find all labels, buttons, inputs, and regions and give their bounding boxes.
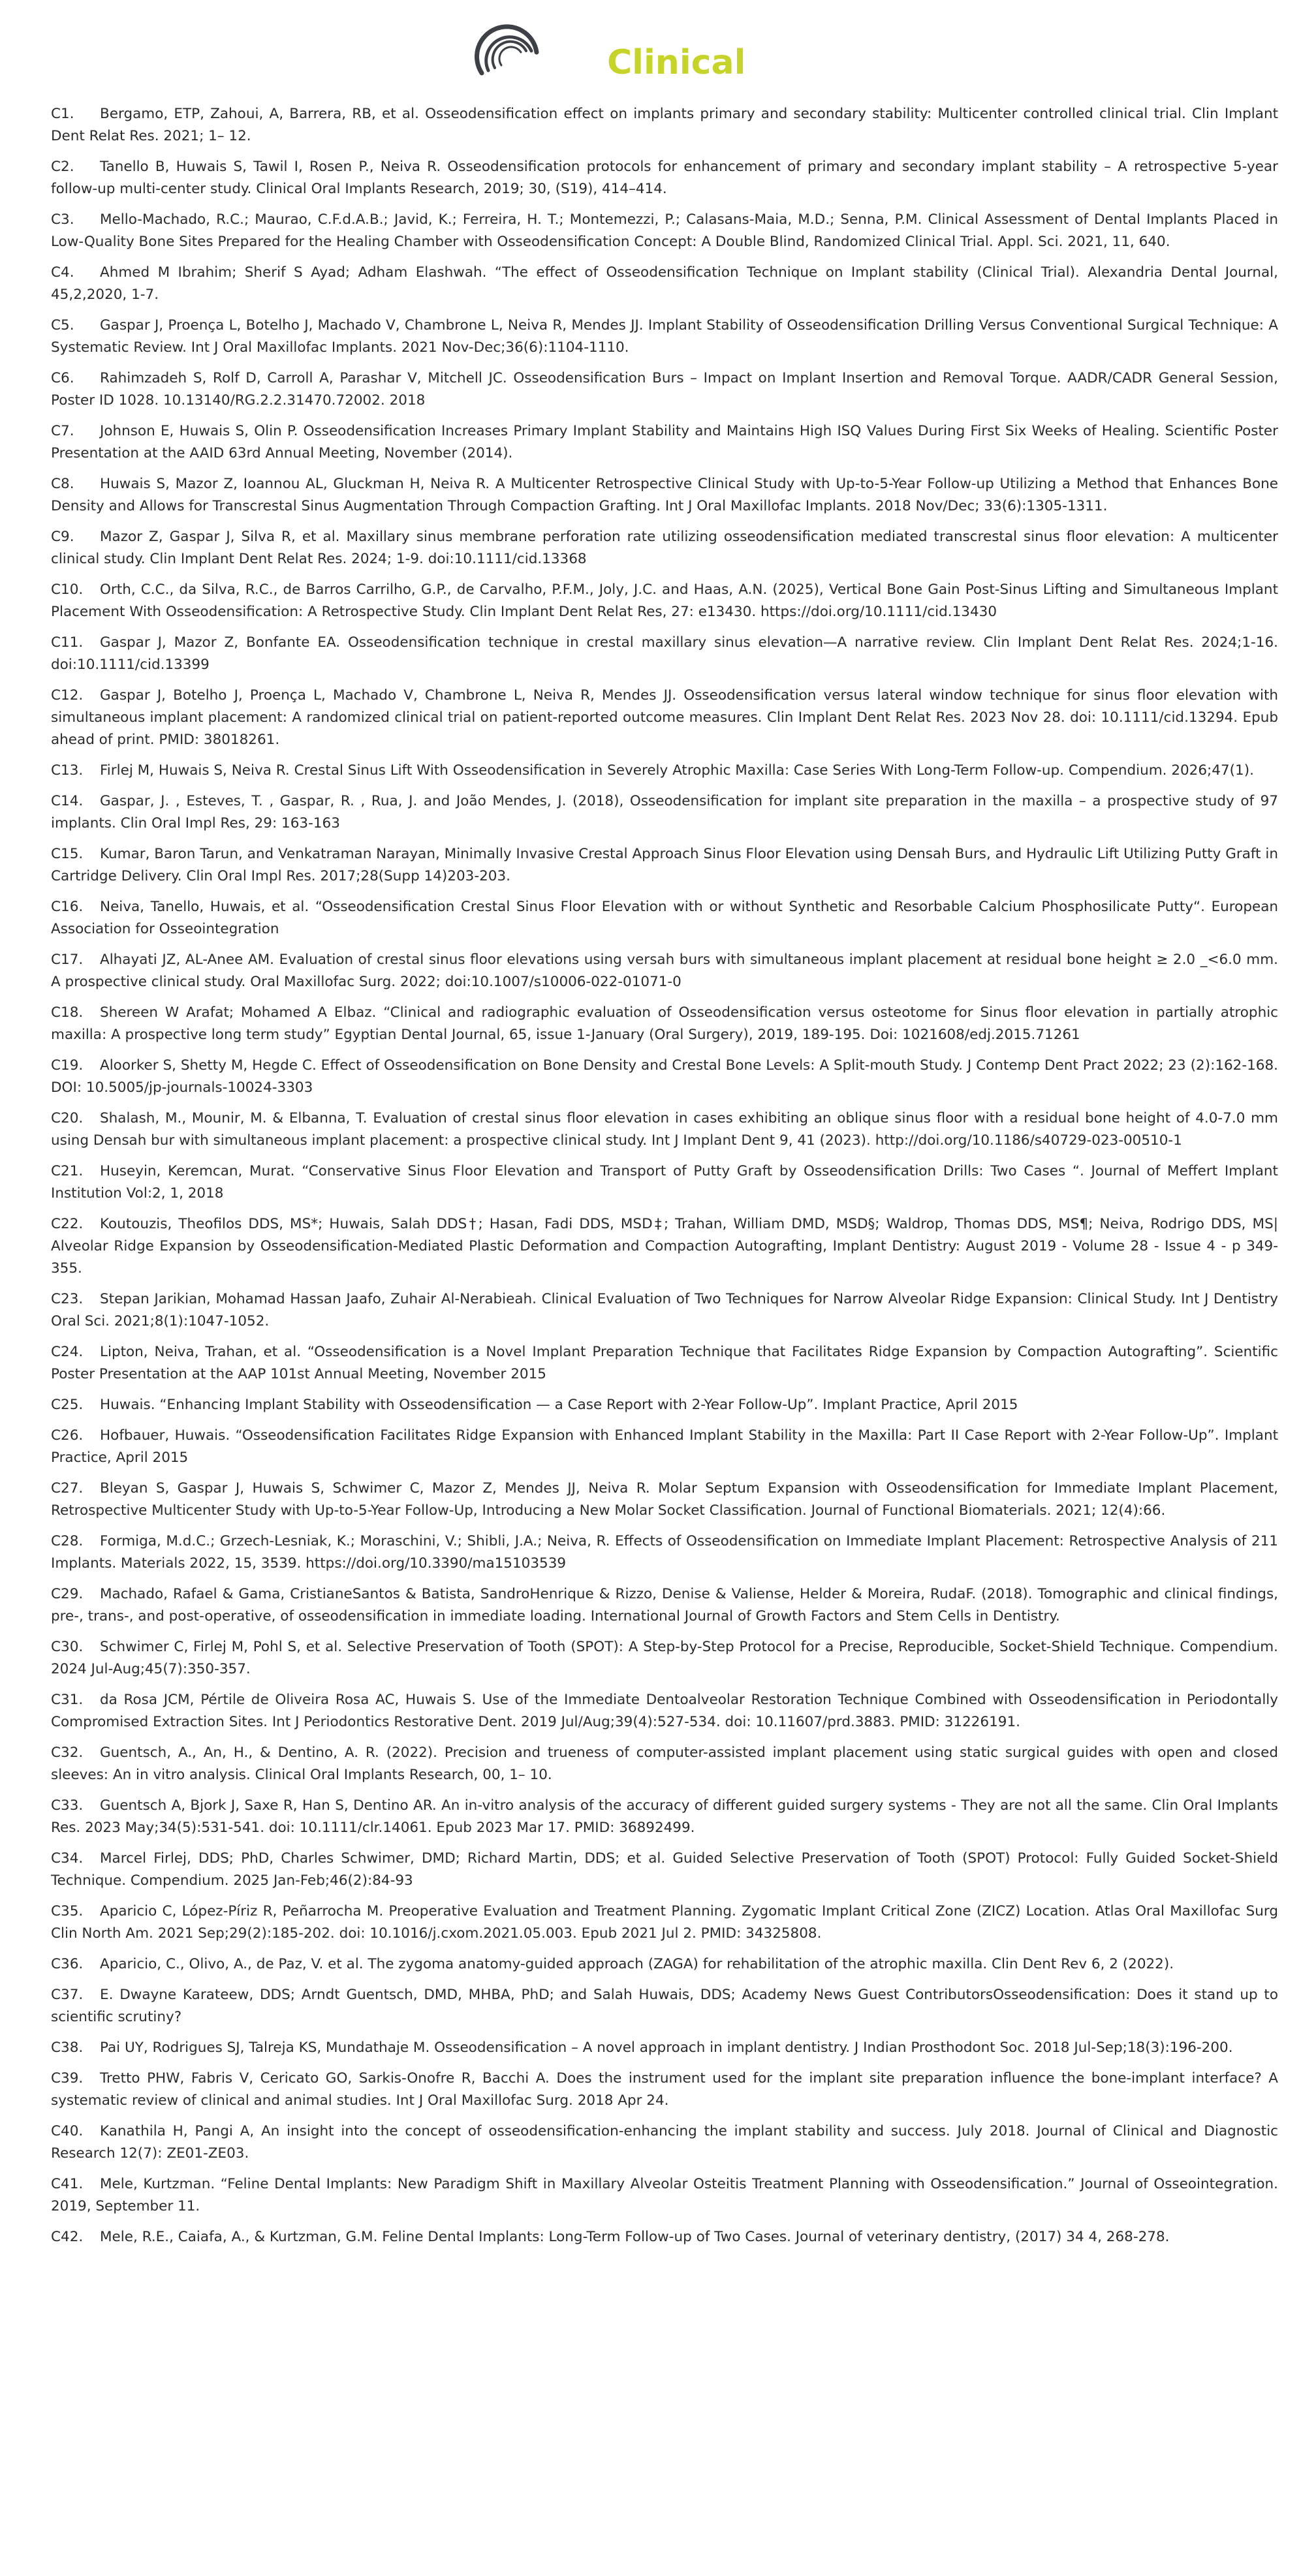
reference-text: Neiva, Tanello, Huwais, et al. “Osseodensification Crestal Sinus Floor Elevation with or without Synthetic and Resorbable Calcium Phosphosilicate Putty“. European Association for Osseointegration <box>51 899 1278 937</box>
reference-item <box>51 1108 1278 1152</box>
reference-item <box>51 896 1278 940</box>
reference-item <box>51 1055 1278 1099</box>
reference-text: Koutouzis, Theofilos DDS, MS*; Huwais, Salah DDS†; Hasan, Fadi DDS, MSD‡; Trahan, William DMD, MSD§; Waldrop, Thomas DDS, MS¶; Neiva, Rodrigo DDS, MS| Alveolar Ridge Expansion by Osseodensification-Mediated Plastic Deformation and Compaction Autografting, Implant Dentistry: August 2019 - Volume 28 - Issue 4 - p 349-355. <box>51 1216 1278 1277</box>
reference-item <box>51 1848 1278 1892</box>
reference-number: C33. <box>51 1797 84 1814</box>
reference-number: C34. <box>51 1850 84 1867</box>
reference-text: Orth, C.C., da Silva, R.C., de Barros Carrilho, G.P., de Carvalho, P.F.M., Joly, J.C. and Haas, A.N. (2025), Vertical Bone Gain Post-Sinus Lifting and Simultaneous Implant Placement With Osseodensification: A Retrospective Study. Clin Implant Dent Relat Res, 27: e13430. https://doi.org/10.1111/cid.13430 <box>51 582 1278 620</box>
reference-number: C6. <box>51 370 74 386</box>
reference-text: Shalash, M., Mounir, M. & Elbanna, T. Evaluation of crestal sinus floor elevation in cases exhibiting an oblique sinus floor with a residual bone height of 4.0-7.0 mm using Densah bur with simultaneous implant placement: a prospective clinical study. Int J Implant Dent 9, 41 (2023). http://doi.org/10.1186/s40729-023-00510-1 <box>51 1110 1278 1149</box>
reference-item <box>51 473 1278 518</box>
reference-item <box>51 2226 1278 2248</box>
reference-number: C35. <box>51 1903 84 1919</box>
reference-number: C25. <box>51 1397 84 1413</box>
reference-text: Mello-Machado, R.C.; Maurao, C.F.d.A.B.; Javid, K.; Ferreira, H. T.; Montemezzi, P.; Calasans-Maia, M.D.; Senna, P.M. Clinical Assessment of Dental Implants Placed in Low-Quality Bone Sites Prepared for the Healing Chamber with Osseodensification Concept: A Double Blind, Randomized Clinical Trial. Appl. Sci. 2021, 11, 640. <box>51 211 1278 250</box>
reference-item <box>51 1901 1278 1945</box>
reference-text: Formiga, M.d.C.; Grzech-Lesniak, K.; Moraschini, V.; Shibli, J.A.; Neiva, R. Effects of Osseodensification on Immediate Implant Placement: Retrospective Analysis of 211 Implants. Materials 2022, 15, 3539. https://doi.org/10.3390/ma15103539 <box>51 1533 1278 1572</box>
reference-text: E. Dwayne Karateew, DDS; Arndt Guentsch, DMD, MHBA, PhD; and Salah Huwais, DDS; Academy News Guest ContributorsOsseodensification: Does it stand up to scientific scrutiny? <box>51 1987 1278 2025</box>
reference-text: Mele, Kurtzman. “Feline Dental Implants: New Paradigm Shift in Maxillary Alveolar Osteitis Treatment Planning with Osseodensification.” Journal of Osseointegration. 2019, September 11. <box>51 2176 1278 2214</box>
reference-item <box>51 1583 1278 1628</box>
reference-item <box>51 2120 1278 2165</box>
reference-list <box>51 103 1278 2257</box>
reference-item <box>51 1341 1278 1386</box>
reference-number: C11. <box>51 634 84 651</box>
reference-text: Kanathila H, Pangi A, An insight into the concept of osseodensification-enhancing the implant stability and success. July 2018. Journal of Clinical and Diagnostic Research 12(7): ZE01-ZE03. <box>51 2123 1278 2162</box>
reference-text: Guentsch A, Bjork J, Saxe R, Han S, Dentino AR. An in-vitro analysis of the accuracy of different guided surgery systems - They are not all the same. Clin Oral Implants Res. 2023 May;34(5):531-541. doi: 10.1111/clr.14061. Epub 2023 Mar 17. PMID: 36892499. <box>51 1797 1278 1836</box>
reference-number: C22. <box>51 1216 84 1232</box>
reference-number: C39. <box>51 2070 84 2087</box>
reference-text: Hofbauer, Huwais. “Osseodensification Facilitates Ridge Expansion with Enhanced Implant Stability in the Maxilla: Part II Case Report with 2-Year Follow-Up”. Implant Practice, April 2015 <box>51 1427 1278 1466</box>
reference-item <box>51 1425 1278 1469</box>
reference-item <box>51 103 1278 147</box>
reference-item <box>51 1002 1278 1046</box>
reference-item <box>51 579 1278 623</box>
reference-item <box>51 1213 1278 1280</box>
reference-number: C32. <box>51 1745 84 1761</box>
reference-number: C15. <box>51 846 84 862</box>
reference-item <box>51 1288 1278 1333</box>
reference-text: Lipton, Neiva, Trahan, et al. “Osseodensification is a Novel Implant Preparation Technique that Facilitates Ridge Expansion by Compaction Autografting”. Scientific Poster Presentation at the AAP 101st Annual Meeting, November 2015 <box>51 1344 1278 1382</box>
reference-item <box>51 526 1278 570</box>
reference-number: C17. <box>51 952 84 968</box>
reference-item <box>51 156 1278 200</box>
reference-number: C30. <box>51 1639 84 1655</box>
reference-item <box>51 1795 1278 1839</box>
reference-text: Schwimer C, Firlej M, Pohl S, et al. Selective Preservation of Tooth (SPOT): A Step-by-Step Protocol for a Precise, Reproducible, Socket-Shield Technique. Compendium. 2024 Jul-Aug;45(7):350-357. <box>51 1639 1278 1677</box>
reference-number: C9. <box>51 529 74 545</box>
reference-number: C13. <box>51 762 84 779</box>
reference-number: C14. <box>51 793 84 809</box>
reference-text: Alhayati JZ, AL-Anee AM. Evaluation of crestal sinus floor elevations using versah burs with simultaneous implant placement at residual bone height ≥ 2.0 _<6.0 mm. A prospective clinical study. Oral Maxillofac Surg. 2022; doi:10.1007/s10006-022-01071-0 <box>51 952 1278 990</box>
reference-text: Bleyan S, Gaspar J, Huwais S, Schwimer C, Mazor Z, Mendes JJ, Neiva R. Molar Septum Expansion with Osseodensification for Immediate Implant Placement, Retrospective Multicenter Study with Up-to-5-Year Follow-Up, Introducing a New Molar Socket Classification. Journal of Functional Biomaterials. 2021; 12(4):66. <box>51 1480 1278 1519</box>
reference-item <box>51 1953 1278 1976</box>
reference-text: Aloorker S, Shetty M, Hegde C. Effect of Osseodensification on Bone Density and Crestal Bone Levels: A Split-mouth Study. J Contemp Dent Pract 2022; 23 (2):162-168. DOI: 10.5005/jp-journals-10024-3303 <box>51 1057 1278 1096</box>
reference-number: C37. <box>51 1987 84 2003</box>
reference-text: Pai UY, Rodrigues SJ, Talreja KS, Mundathaje M. Osseodensification – A novel approach in implant dentistry. J Indian Prosthodont Soc. 2018 Jul-Sep;18(3):196-200. <box>100 2040 1233 2056</box>
reference-text: Tanello B, Huwais S, Tawil I, Rosen P., Neiva R. Osseodensification protocols for enhancement of primary and secondary implant stability – A retrospective 5-year follow-up multi-center study. Clinical Oral Implants Research, 2019; 30, (S19), 414–414. <box>51 159 1278 197</box>
reference-text: Rahimzadeh S, Rolf D, Carroll A, Parashar V, Mitchell JC. Osseodensification Burs – Impact on Implant Insertion and Removal Torque. AADR/CADR General Session, Poster ID 1028. 10.13140/RG.2.2.31470.72002. 2018 <box>51 370 1278 409</box>
reference-text: Huwais S, Mazor Z, Ioannou AL, Gluckman H, Neiva R. A Multicenter Retrospective Clinical Study with Up-to-5-Year Follow-up Utilizing a Method that Enhances Bone Density and Allows for Transcrestal Sinus Augmentation Through Compaction Grafting. Int J Oral Maxillofac Implants. 2018 Nov/Dec; 33(6):1305-1311. <box>51 476 1278 514</box>
reference-text: Marcel Firlej, DDS; PhD, Charles Schwimer, DMD; Richard Martin, DDS; et al. Guided Selective Preservation of Tooth (SPOT) Protocol: Fully Guided Socket-Shield Technique. Compendium. 2025 Jan-Feb;46(2):84-93 <box>51 1850 1278 1889</box>
reference-number: C27. <box>51 1480 84 1497</box>
reference-item <box>51 1530 1278 1575</box>
reference-number: C28. <box>51 1533 84 1549</box>
reference-item <box>51 790 1278 835</box>
reference-number: C21. <box>51 1163 84 1179</box>
page-title: Clinical <box>607 43 746 82</box>
reference-item <box>51 1478 1278 1522</box>
reference-item <box>51 1394 1278 1416</box>
reference-text: Huseyin, Keremcan, Murat. “Conservative Sinus Floor Elevation and Transport of Putty Graft by Osseodensification Drills: Two Cases “. Journal of Meffert Implant Institution Vol:2, 1, 2018 <box>51 1163 1278 1202</box>
reference-text: Gaspar J, Mazor Z, Bonfante EA. Osseodensification technique in crestal maxillary sinus elevation—A narrative review. Clin Implant Dent Relat Res. 2024;1-16. doi:10.1111/cid.13399 <box>51 634 1278 673</box>
reference-text: Aparicio C, López-Píriz R, Peñarrocha M. Preoperative Evaluation and Treatment Planning. Zygomatic Implant Critical Zone (ZICZ) Location. Atlas Oral Maxillofac Surg Clin North Am. 2021 Sep;29(2):185-202. doi: 10.1016/j.cxom.2021.05.003. Epub 2021 Jul 2. PMID: 34325808. <box>51 1903 1278 1942</box>
reference-item <box>51 315 1278 359</box>
reference-text: Machado, Rafael & Gama, CristianeSantos & Batista, SandroHenrique & Rizzo, Denise & Valiense, Helder & Moreira, RudaF. (2018). Tomographic and clinical findings, pre-, trans-, and post-operative, of osseodensification in immediate loading. International Journal of Growth Factors and Stem Cells in Dentistry. <box>51 1586 1278 1624</box>
reference-number: C41. <box>51 2176 84 2192</box>
reference-text: Mele, R.E., Caiafa, A., & Kurtzman, G.M. Feline Dental Implants: Long-Term Follow-up of Two Cases. Journal of veterinary dentistry, (2017) 34 4, 268-278. <box>100 2229 1170 2245</box>
reference-text: Kumar, Baron Tarun, and Venkatraman Narayan, Minimally Invasive Crestal Approach Sinus Floor Elevation using Densah Burs, and Hydraulic Lift Utilizing Putty Graft in Cartridge Delivery. Clin Oral Impl Res. 2017;28(Supp 14)203-203. <box>51 846 1278 884</box>
page-header <box>0 0 1316 98</box>
reference-number: C26. <box>51 1427 84 1444</box>
reference-number: C1. <box>51 106 74 122</box>
reference-item <box>51 1636 1278 1681</box>
reference-text: Guentsch, A., An, H., & Dentino, A. R. (2022). Precision and trueness of computer-assisted implant placement using static surgical guides with open and closed sleeves: An in vitro analysis. Clinical Oral Implants Research, 00, 1– 10. <box>51 1745 1278 1783</box>
reference-item <box>51 760 1278 782</box>
reference-item <box>51 949 1278 993</box>
reference-number: C23. <box>51 1291 84 1307</box>
reference-number: C2. <box>51 159 74 175</box>
reference-item <box>51 1742 1278 1786</box>
reference-text: Aparicio, C., Olivo, A., de Paz, V. et al. The zygoma anatomy-guided approach (ZAGA) for rehabilitation of the atrophic maxilla. Clin Dent Rev 6, 2 (2022). <box>100 1956 1174 1972</box>
reference-text: Tretto PHW, Fabris V, Cericato GO, Sarkis-Onofre R, Bacchi A. Does the instrument used for the implant site preparation influence the bone-implant interface? A systematic review of clinical and animal studies. Int J Oral Maxillofac Surg. 2018 Apr 24. <box>51 2070 1278 2109</box>
reference-number: C3. <box>51 211 74 228</box>
reference-number: C16. <box>51 899 84 915</box>
reference-item <box>51 2068 1278 2112</box>
reference-number: C36. <box>51 1956 84 1972</box>
reference-number: C42. <box>51 2229 84 2245</box>
reference-text: Mazor Z, Gaspar J, Silva R, et al. Maxillary sinus membrane perforation rate utilizing osseodensification mediated transcrestal sinus floor elevation: A multicenter clinical study. Clin Implant Dent Relat Res. 2024; 1-9. doi:10.1111/cid.13368 <box>51 529 1278 567</box>
reference-text: Gaspar J, Proença L, Botelho J, Machado V, Chambrone L, Neiva R, Mendes JJ. Implant Stability of Osseodensification Drilling Versus Conventional Surgical Technique: A Systematic Review. Int J Oral Maxillofac Implants. 2021 Nov-Dec;36(6):1104-1110. <box>51 317 1278 356</box>
reference-item <box>51 1689 1278 1733</box>
reference-item <box>51 367 1278 412</box>
reference-number: C29. <box>51 1586 84 1602</box>
reference-text: Stepan Jarikian, Mohamad Hassan Jaafo, Zuhair Al-Nerabieah. Clinical Evaluation of Two Techniques for Narrow Alveolar Ridge Expansion: Clinical Study. Int J Dentistry Oral Sci. 2021;8(1):1047-1052. <box>51 1291 1278 1329</box>
reference-item <box>51 843 1278 888</box>
reference-item <box>51 685 1278 751</box>
reference-text: Ahmed M Ibrahim; Sherif S Ayad; Adham Elashwah. “The effect of Osseodensification Technique on Implant stability (Clinical Trial). Alexandria Dental Journal, 45,2,2020, 1-7. <box>51 264 1278 303</box>
reference-number: C38. <box>51 2040 84 2056</box>
reference-text: Huwais. “Enhancing Implant Stability with Osseodensification — a Case Report with 2-Year Follow-Up”. Implant Practice, April 2015 <box>100 1397 1018 1413</box>
reference-number: C5. <box>51 317 74 334</box>
reference-number: C7. <box>51 423 74 439</box>
reference-item <box>51 1160 1278 1205</box>
reference-text: Bergamo, ETP, Zahoui, A, Barrera, RB, et al. Osseodensification effect on implants primary and secondary stability: Multicenter controlled clinical trial. Clin Implant Dent Relat Res. 2021; 1– 12. <box>51 106 1278 144</box>
reference-number: C8. <box>51 476 74 492</box>
reference-number: C40. <box>51 2123 84 2139</box>
reference-item <box>51 420 1278 465</box>
reference-item <box>51 262 1278 306</box>
reference-text: Gaspar J, Botelho J, Proença L, Machado V, Chambrone L, Neiva R, Mendes JJ. Osseodensification versus lateral window technique for sinus floor elevation with simultaneous implant placement: A randomized clinical trial on patient-reported outcome measures. Clin Implant Dent Relat Res. 2023 Nov 28. doi: 10.1111/cid.13294. Epub ahead of print. PMID: 38018261. <box>51 687 1278 748</box>
reference-text: da Rosa JCM, Pértile de Oliveira Rosa AC, Huwais S. Use of the Immediate Dentoalveolar Restoration Technique Combined with Osseodensification in Periodontally Compromised Extraction Sites. Int J Periodontics Restorative Dent. 2019 Jul/Aug;39(4):527-534. doi: 10.11607/prd.3883. PMID: 31226191. <box>51 1692 1278 1730</box>
reference-number: C19. <box>51 1057 84 1074</box>
reference-text: Gaspar, J. , Esteves, T. , Gaspar, R. , Rua, J. and João Mendes, J. (2018), Osseodensification for implant site preparation in the maxilla – a prospective study of 97 implants. Clin Oral Impl Res, 29: 163-163 <box>51 793 1278 831</box>
reference-number: C4. <box>51 264 74 281</box>
reference-number: C18. <box>51 1004 84 1021</box>
reference-number: C24. <box>51 1344 84 1360</box>
reference-text: Shereen W Arafat; Mohamed A Elbaz. “Clinical and radiographic evaluation of Osseodensification versus osteotome for Sinus floor elevation in partially atrophic maxilla: A prospective long term study” Egyptian Dental Journal, 65, issue 1-January (Oral Surgery), 2019, 189-195. Doi: 1021608/edj.2015.71261 <box>51 1004 1278 1043</box>
reference-item <box>51 209 1278 253</box>
reference-number: C31. <box>51 1692 84 1708</box>
reference-number: C20. <box>51 1110 84 1126</box>
reference-item <box>51 1984 1278 2028</box>
reference-number: C12. <box>51 687 84 704</box>
reference-text: Johnson E, Huwais S, Olin P. Osseodensification Increases Primary Implant Stability and Maintains High ISQ Values During First Six Weeks of Healing. Scientific Poster Presentation at the AAID 63rd Annual Meeting, November (2014). <box>51 423 1278 461</box>
reference-item <box>51 632 1278 676</box>
reference-number: C10. <box>51 582 84 598</box>
circular-swirl-logo-icon <box>469 13 547 98</box>
reference-item <box>51 2173 1278 2218</box>
reference-item <box>51 2037 1278 2059</box>
reference-text: Firlej M, Huwais S, Neiva R. Crestal Sinus Lift With Osseodensification in Severely Atrophic Maxilla: Case Series With Long-Term Follow-up. Compendium. 2026;47(1). <box>100 762 1254 779</box>
